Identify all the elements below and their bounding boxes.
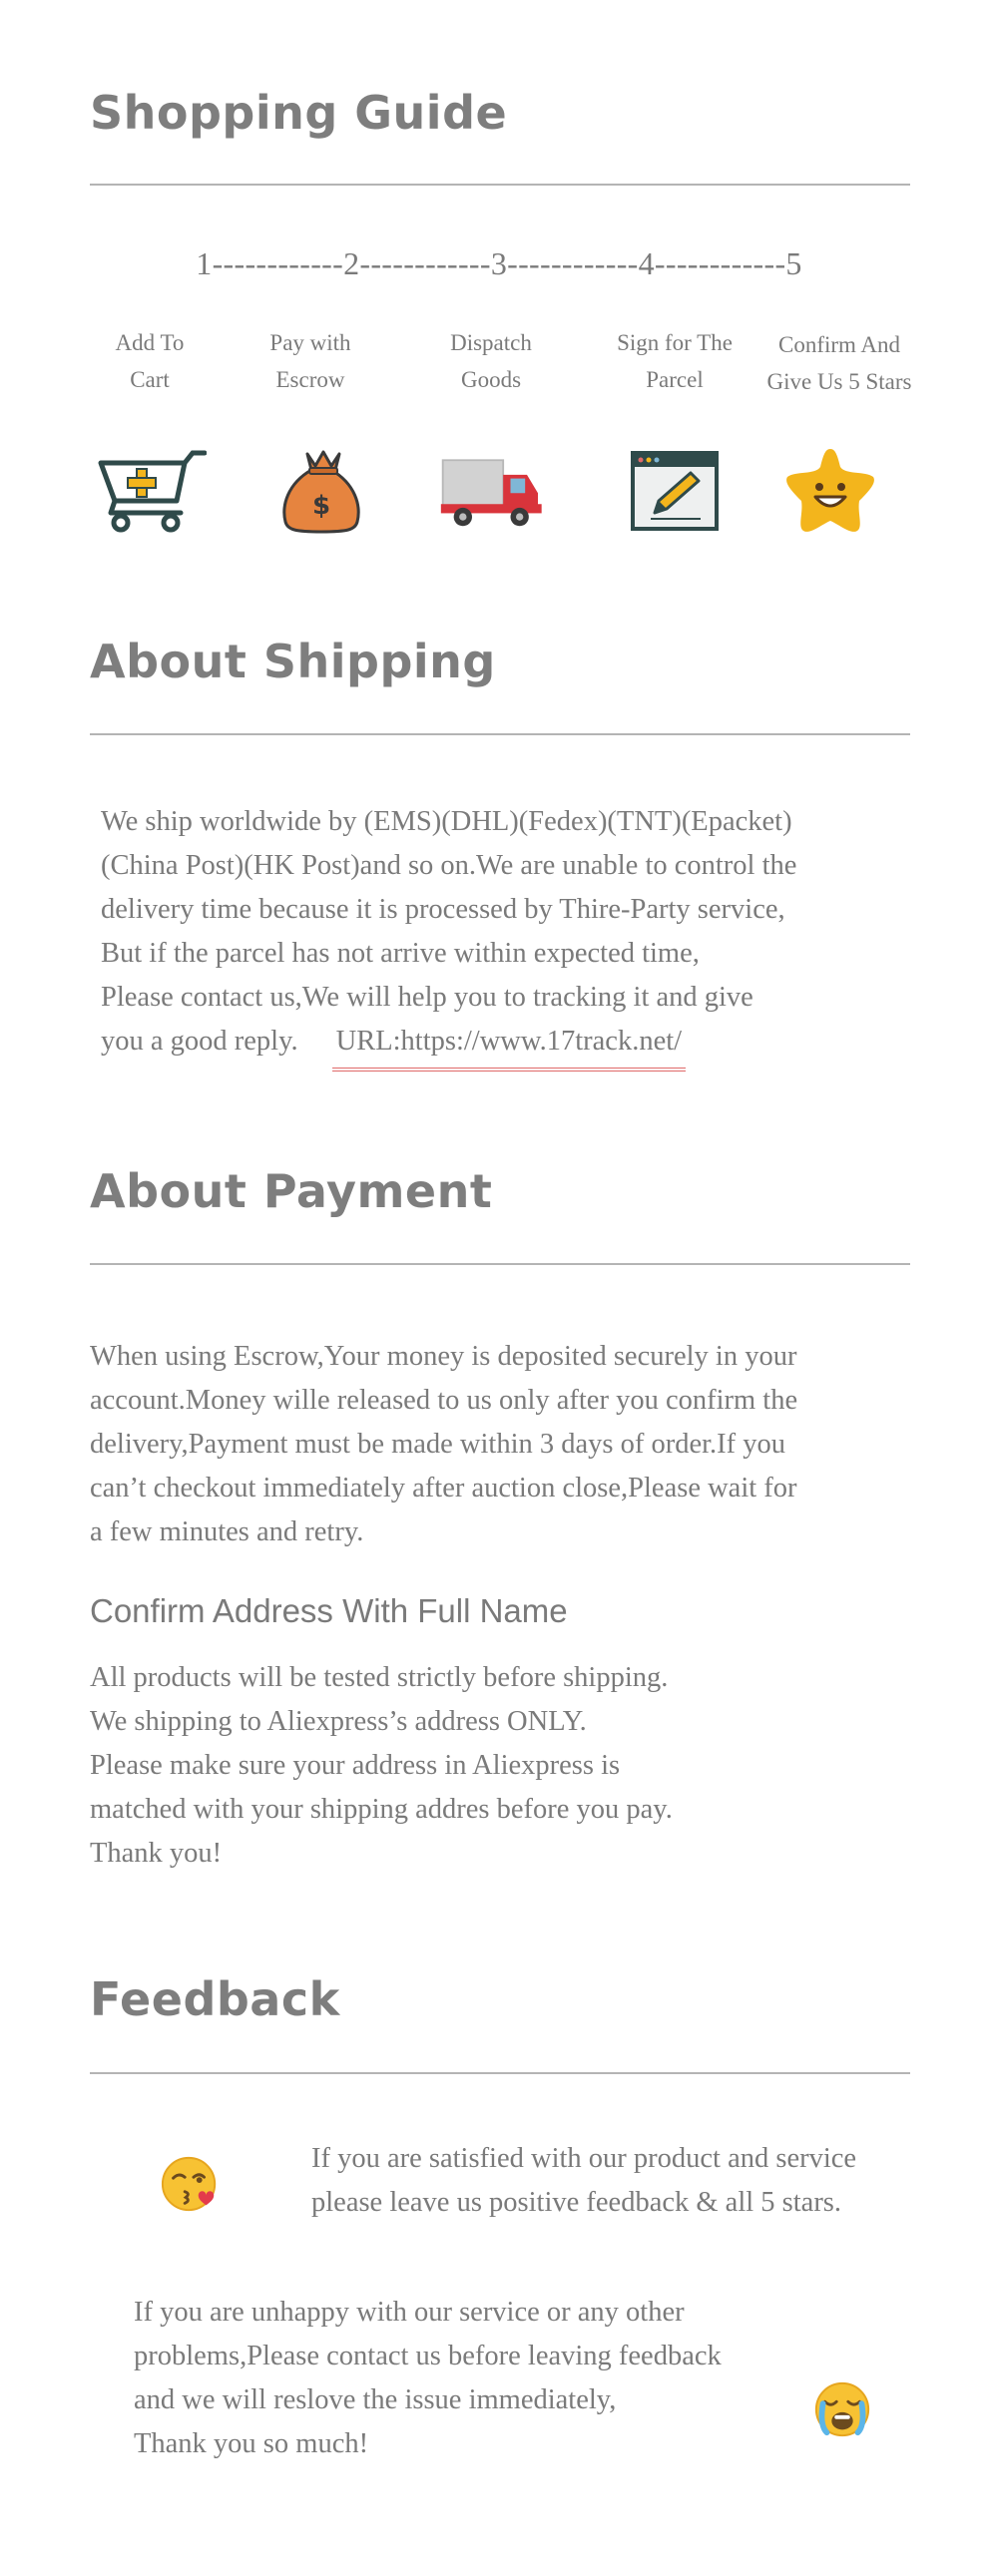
steps-number-line: 1------------2------------3------------4------------5 (196, 245, 802, 281)
shipping-last-line: you a good reply. URL:https://www.17track.net/ (101, 1020, 796, 1072)
feedback-title: Feedback (90, 1972, 340, 2026)
confirm-address-paragraph (90, 1656, 673, 1876)
payment-paragraph (90, 1335, 797, 1554)
positive-feedback-line: If you are satisfied with our product and service (311, 2143, 857, 2174)
kissing-face-icon (160, 2153, 222, 2215)
confirm-line: Thank you! (90, 1838, 223, 1869)
smiling-star-icon (775, 445, 885, 535)
confirm-line: matched with your shipping addres before you pay. (90, 1794, 673, 1825)
negative-feedback-line: Thank you so much! (134, 2428, 369, 2459)
negative-feedback-line: problems,Please contact us before leaving feedback (134, 2341, 722, 2371)
step-label-confirm-stars: Confirm And Give Us 5 Stars (766, 332, 912, 394)
feedback-divider (90, 2072, 910, 2074)
shipping-line: But if the parcel has not arrive within expected time, (101, 938, 700, 969)
crying-face-icon (811, 2378, 873, 2440)
step-label-add-to-cart: Add To Cart (115, 330, 185, 392)
payment-line: a few minutes and retry. (90, 1516, 364, 1547)
about-payment-divider (90, 1263, 910, 1265)
shipping-paragraph (101, 800, 796, 1072)
negative-feedback-line: and we will reslove the issue immediately, (134, 2384, 617, 2415)
shopping-guide-divider (90, 184, 910, 186)
positive-feedback-text (311, 2137, 856, 2225)
payment-line: can’t checkout immediately after auction close,Please wait for (90, 1473, 797, 1503)
negative-feedback-line: If you are unhappy with our service or any other (134, 2297, 685, 2328)
svg-text:$: $ (311, 491, 331, 521)
confirm-line: We shipping to Aliexpress’s address ONLY. (90, 1706, 587, 1737)
step-label-sign-parcel: Sign for The Parcel (617, 330, 733, 392)
shipping-line: We ship worldwide by (EMS)(DHL)(Fedex)(TNT)(Epacket) (101, 806, 792, 837)
shipping-line: Please contact us,We will help you to tracking it and give (101, 982, 753, 1013)
delivery-truck-icon (439, 451, 549, 541)
about-shipping-divider (90, 733, 910, 735)
confirm-line: All products will be tested strictly before shipping. (90, 1662, 669, 1693)
payment-line: account.Money wille released to us only after you confirm the (90, 1385, 798, 1416)
positive-feedback-line: please leave us positive feedback & all 5 stars. (311, 2187, 842, 2218)
confirm-address-heading: Confirm Address With Full Name (90, 1592, 568, 1629)
tracking-url-link[interactable]: URL:https://www.17track.net/ (332, 1020, 686, 1072)
sign-document-icon (621, 449, 731, 539)
money-bag-icon (265, 444, 375, 534)
step-label-pay-with-escrow: Pay with Escrow (269, 330, 351, 392)
confirm-line: Please make sure your address in Aliexpress is (90, 1750, 621, 1781)
shopping-cart-icon (97, 447, 207, 537)
payment-line: When using Escrow,Your money is deposited securely in your (90, 1341, 797, 1372)
step-label-dispatch-goods: Dispatch Goods (450, 330, 532, 392)
shopping-guide-title: Shopping Guide (90, 86, 508, 140)
negative-feedback-text (134, 2291, 722, 2466)
shipping-line: delivery time because it is processed by Thire-Party service, (101, 894, 785, 925)
about-payment-title: About Payment (90, 1164, 493, 1218)
shipping-line: (China Post)(HK Post)and so on.We are unable to control the (101, 850, 797, 881)
about-shipping-title: About Shipping (90, 635, 496, 688)
payment-line: delivery,Payment must be made within 3 days of order.If you (90, 1429, 786, 1460)
